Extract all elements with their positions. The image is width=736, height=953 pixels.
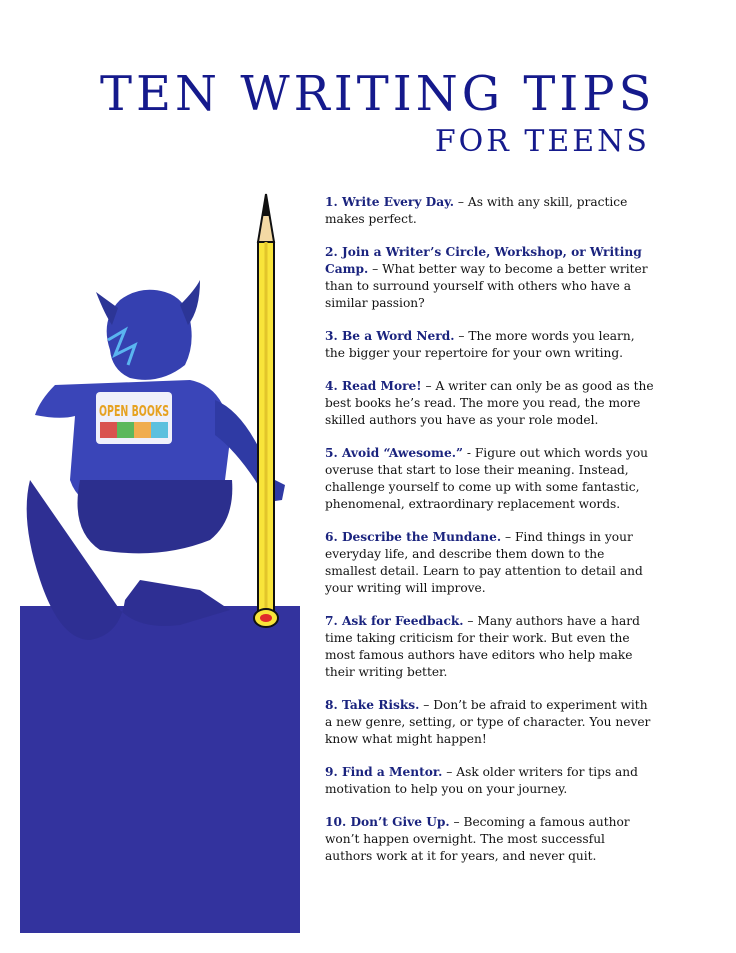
- page-title: TEN WRITING TIPS: [100, 66, 656, 122]
- list-item: [325, 194, 655, 228]
- tip-heading: 8. Take Risks.: [325, 698, 420, 712]
- list-item: [325, 244, 655, 312]
- tip-body: – The more words you learn, the bigger your repertoire for your own writing.: [325, 329, 635, 360]
- tip-body: - Figure out which words you overuse that start to lose their meaning. Instead, challenge yourself to come up with some fantastic, phenomenal, extraordinary replacement words.: [325, 446, 649, 511]
- list-item: [325, 328, 655, 362]
- list-item: [325, 764, 655, 798]
- open-books-logo: [96, 392, 172, 444]
- list-item: [325, 697, 655, 748]
- page-subtitle: FOR TEENS: [434, 124, 650, 159]
- tip-heading: 6. Describe the Mundane.: [325, 530, 502, 544]
- tip-body: – Find things in your everyday life, and describe them down to the smallest detail. Learn to pay attention to detail and your writing will improve.: [325, 530, 643, 595]
- tips-list: [325, 194, 655, 881]
- tip-heading: 5. Avoid “Awesome.”: [325, 446, 463, 460]
- tip-body: – Don’t be afraid to experiment with a new genre, setting, or type of character. You never know what might happen!: [325, 698, 651, 746]
- mascot-illustration: [0, 180, 310, 953]
- pedestal-block: [20, 606, 300, 933]
- tip-body: – As with any skill, practice makes perfect.: [325, 195, 628, 226]
- tip-body: – A writer can only be as good as the best books he’s read. The more you read, the more skilled authors you have as your role model.: [325, 379, 654, 427]
- tip-body: – Becoming a famous author won’t happen overnight. The most successful authors work at it for years, and never quit.: [325, 815, 630, 863]
- list-item: [325, 529, 655, 597]
- list-item: [325, 814, 655, 865]
- tip-heading: 1. Write Every Day.: [325, 195, 455, 209]
- tip-body: – What better way to become a better writer than to surround yourself with others who have a similar passion?: [325, 262, 648, 310]
- tip-heading: 4. Read More!: [325, 379, 422, 393]
- logo-text: OPEN BOOKS: [99, 402, 169, 420]
- tip-heading: 2. Join a Writer’s Circle, Workshop, or Writing Camp.: [325, 245, 642, 276]
- tip-body: – Ask older writers for tips and motivation to help you on your journey.: [325, 765, 638, 796]
- tip-heading: 10. Don’t Give Up.: [325, 815, 450, 829]
- list-item: [325, 378, 655, 429]
- tip-heading: 3. Be a Word Nerd.: [325, 329, 455, 343]
- list-item: [325, 613, 655, 681]
- pencil: [254, 194, 278, 627]
- tip-heading: 7. Ask for Feedback.: [325, 614, 464, 628]
- tip-body: – Many authors have a hard time taking criticism for their work. But even the most famous authors have editors who help make their writing better.: [325, 614, 640, 679]
- mascot-torso: [78, 480, 233, 553]
- tip-heading: 9. Find a Mentor.: [325, 765, 443, 779]
- list-item: [325, 445, 655, 513]
